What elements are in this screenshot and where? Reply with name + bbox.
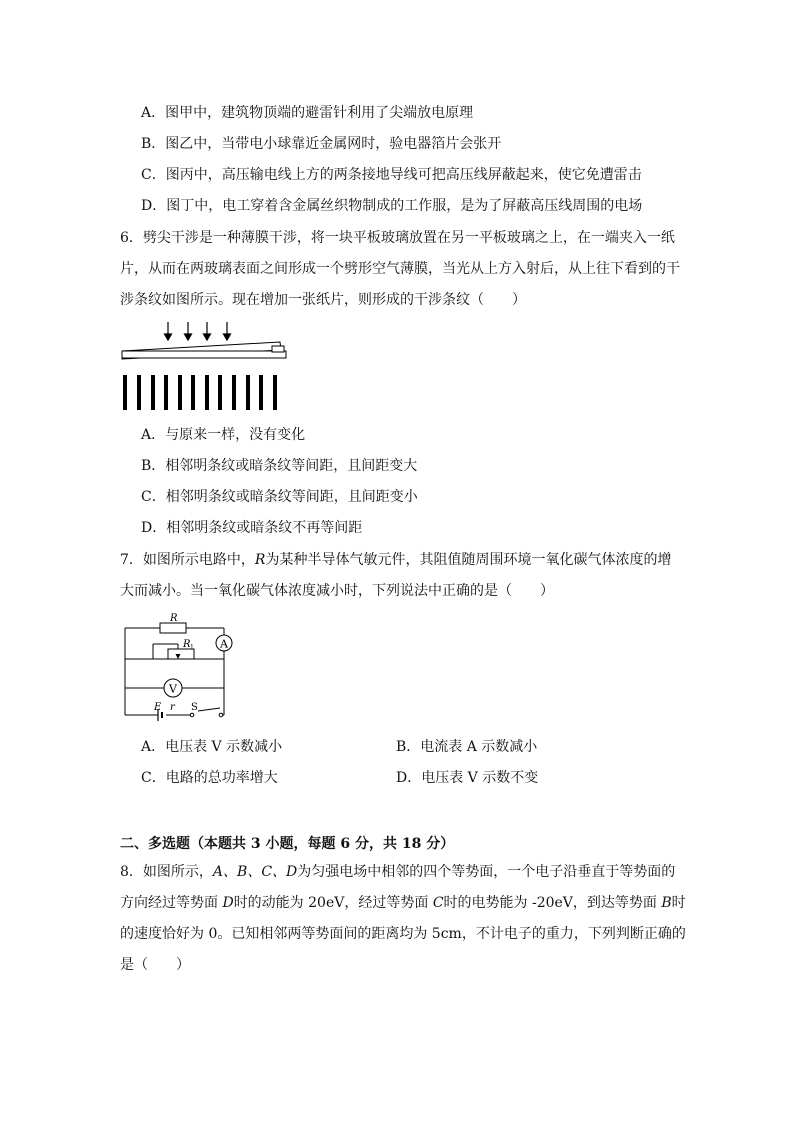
q7-option-b: B．电流表 A 示数减小	[396, 739, 538, 755]
q6-option-a: A．与原来一样，没有变化	[141, 427, 306, 443]
q6-stem-line2: 片，从而在两玻璃表面之间形成一个劈形空气薄膜，当光从上方入射后，从上往下看到的干	[120, 261, 680, 277]
q6-option-d: D．相邻明条纹或暗条纹不再等间距	[141, 520, 363, 536]
q8-stem-line4: 是（ ）	[120, 957, 190, 973]
q5-option-b: B．图乙中，当带电小球靠近金属网时，验电器箔片会张开	[141, 136, 502, 152]
svg-text:1: 1	[190, 644, 194, 651]
q7-option-c: C．电路的总功率增大	[141, 770, 278, 786]
svg-text:R: R	[183, 639, 191, 650]
q7-stem-line1: 7．如图所示电路中，R为某种半导体气敏元件，其阻值随周围环境一氧化碳气体浓度的增	[120, 552, 672, 568]
svg-text:R: R	[170, 613, 178, 624]
wedge-interference-figure	[118, 320, 298, 415]
q5-option-a: A．图甲中，建筑物顶端的避雷针利用了尖端放电原理	[141, 105, 474, 121]
q8-stem-line3: 的速度恰好为 0。已知相邻两等势面间的距离均为 5cm，不计电子的重力，下列判断正确的	[120, 926, 686, 942]
q7-option-d: D．电压表 V 示数不变	[396, 770, 539, 786]
glass-plates	[122, 342, 286, 359]
incident-light-arrows	[165, 322, 231, 340]
svg-text:E: E	[154, 702, 162, 713]
q6-option-b: B．相邻明条纹或暗条纹等间距，且间距变大	[141, 458, 418, 474]
svg-text:A: A	[220, 637, 228, 651]
svg-text:r: r	[170, 702, 175, 713]
resistor-r	[160, 623, 186, 633]
interference-fringes	[123, 375, 277, 410]
q8-stem-line2: 方向经过等势面 D时的动能为 20eV，经过等势面 C时的电势能为 -20eV，到达等势面 B时	[120, 895, 686, 911]
q5-option-d: D．图丁中，电工穿着含金属丝织物制成的工作服，是为了屏蔽高压线周围的电场	[141, 198, 643, 214]
q6-option-c: C．相邻明条纹或暗条纹等间距，且间距变小	[141, 489, 418, 505]
q5-option-c: C．图丙中，高压输电线上方的两条接地导线可把高压线屏蔽起来，使它免遭雷击	[141, 167, 642, 183]
circuit-diagram	[118, 610, 243, 722]
svg-text:V: V	[169, 682, 177, 696]
q7-option-a: A．电压表 V 示数减小	[141, 739, 283, 755]
q7-stem-line2: 大而减小。当一氧化碳气体浓度减小时，下列说法中正确的是（ ）	[120, 583, 554, 599]
q6-stem-line1: 6．劈尖干涉是一种薄膜干涉，将一块平板玻璃放置在另一平板玻璃之上，在一端夹入一纸	[120, 230, 675, 246]
q8-stem-line1: 8．如图所示，A、B、C、D为匀强电场中相邻的四个等势面，一个电子沿垂直于等势面的	[120, 864, 676, 880]
q6-stem-line3: 涉条纹如图所示。现在增加一张纸片，则形成的干涉条纹（ ）	[120, 292, 526, 308]
svg-text:S: S	[191, 702, 198, 713]
section-heading: 二、多选题（本题共 3 小题，每题 6 分，共 18 分）	[120, 836, 455, 852]
